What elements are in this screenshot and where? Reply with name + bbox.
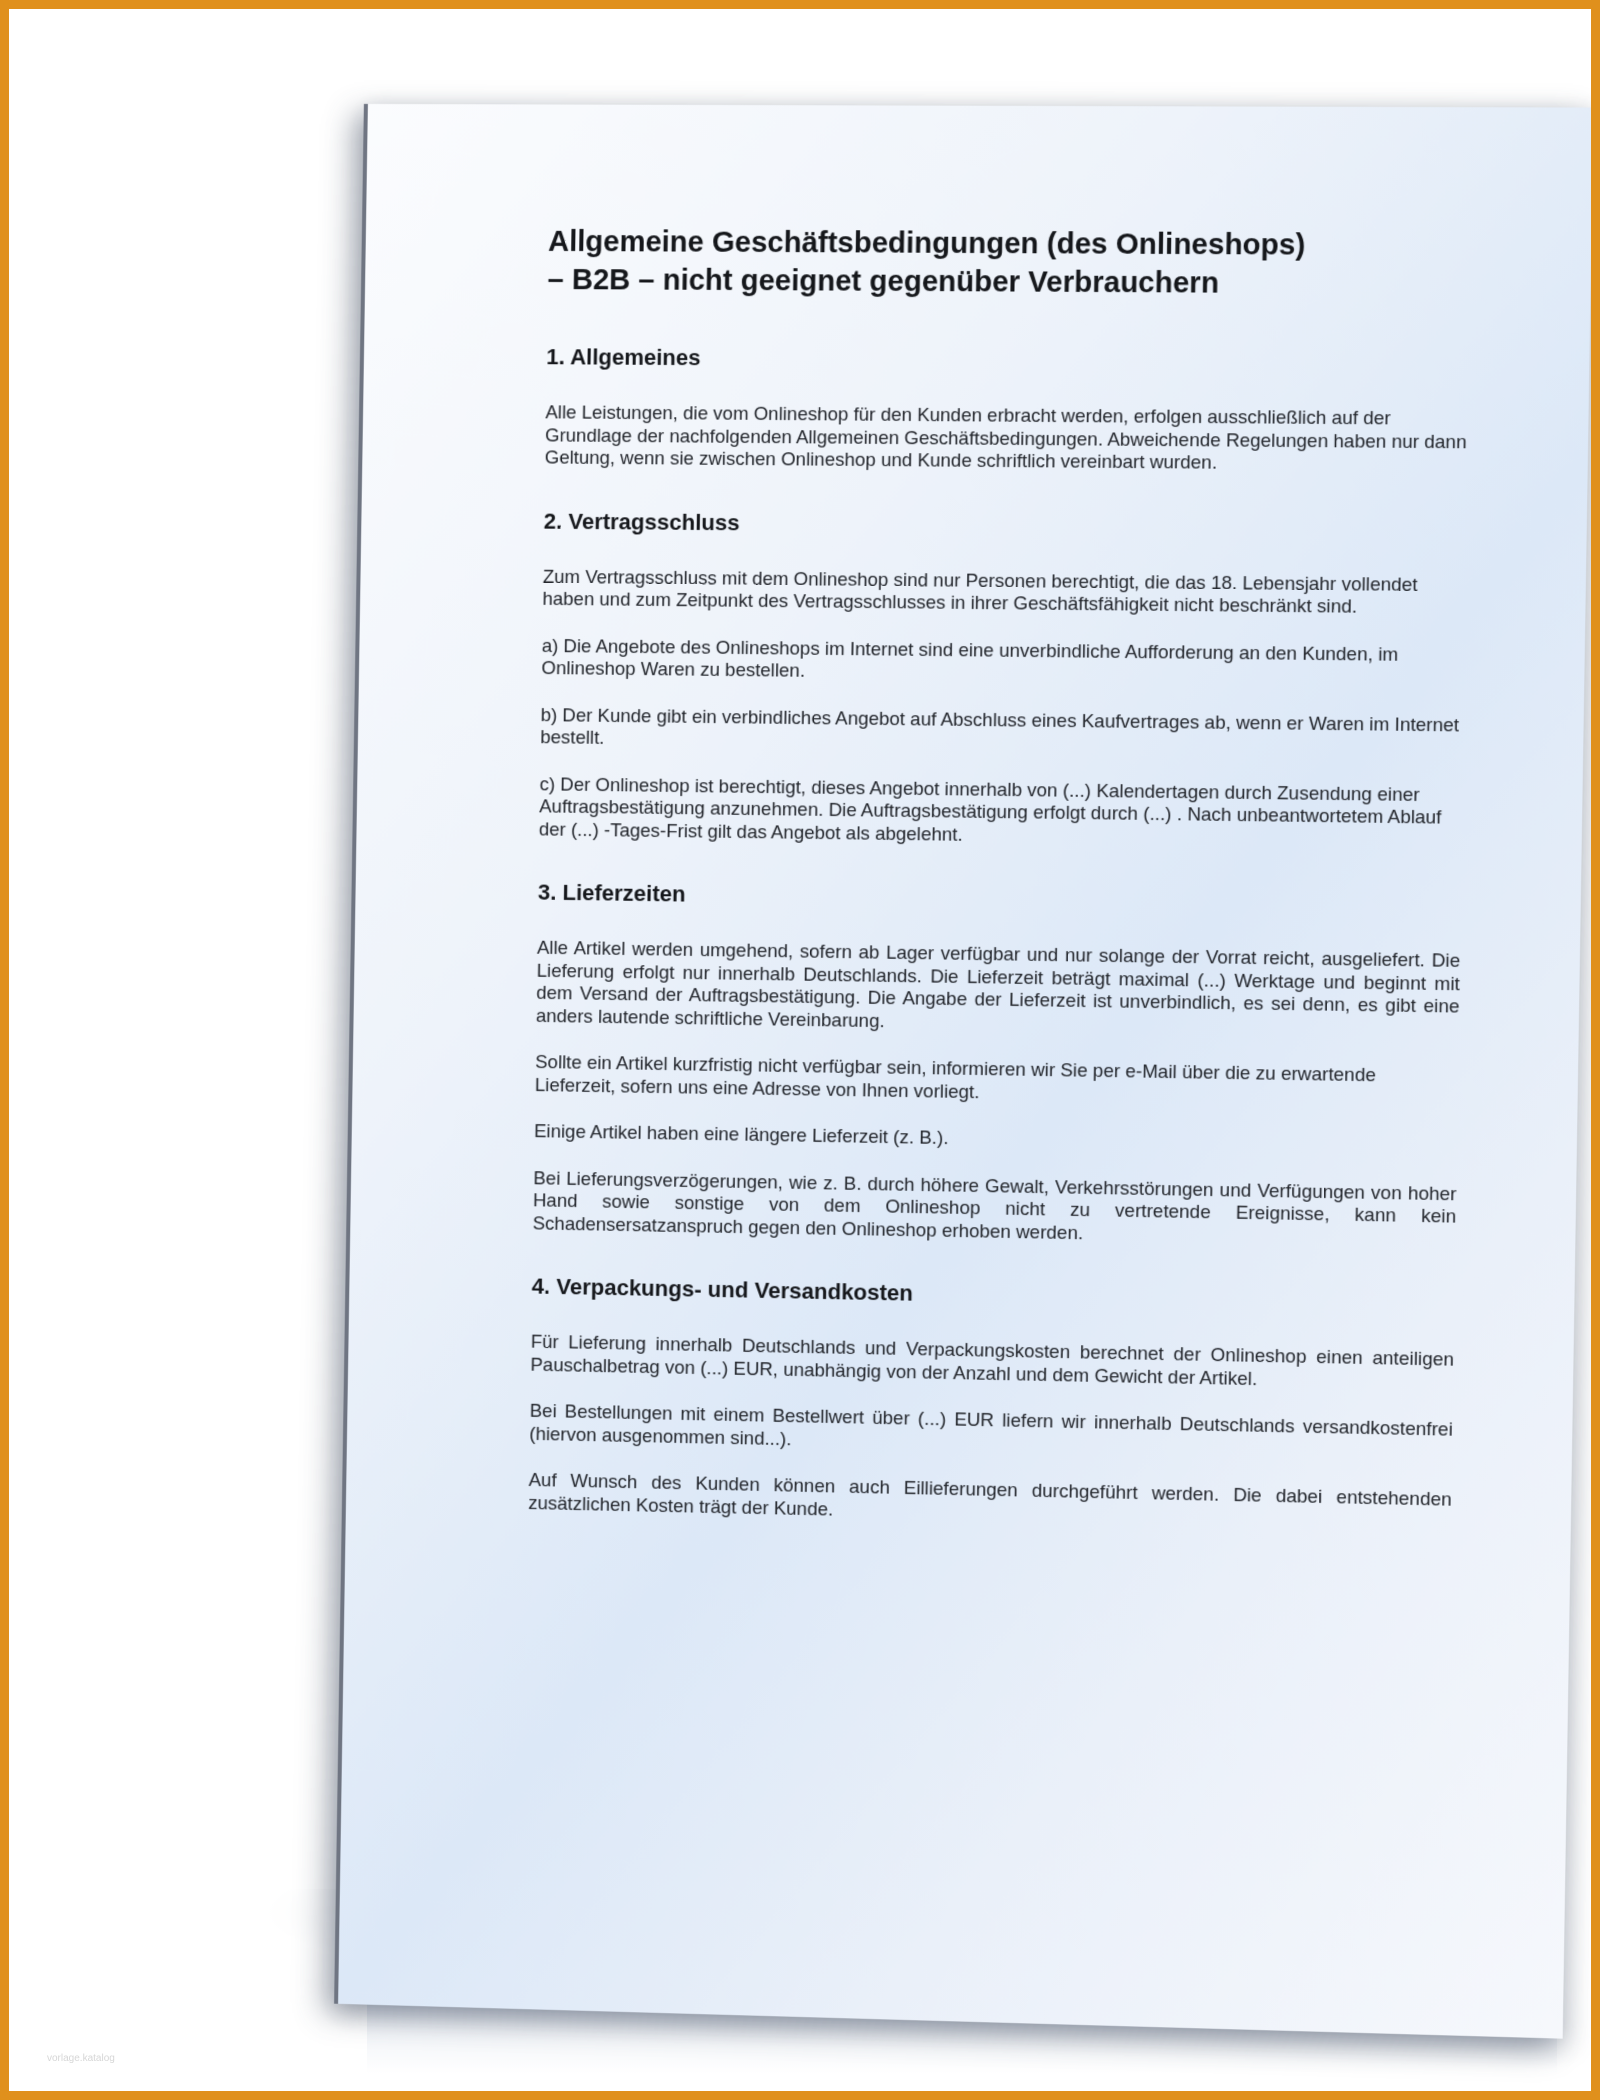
document-title-line-2: – B2B – nicht geeignet gegenüber Verbrauchern [547,263,1220,300]
section-paragraph: Für Lieferung innerhalb Deutschlands und Verpackungskosten berechnet der Onlineshop einen anteiligen Pauschalbetrag von (...) EUR, unabhängig von der Anzahl und dem Gewicht der Artikel. [530,1330,1455,1389]
document-title [547,223,1472,304]
watermark-text: vorlage.katalog [47,2053,115,2064]
section-vertragsschluss [539,507,1468,852]
document-title-line-1: Allgemeine Geschäftsbedingungen (des Onlineshops) [547,225,1306,262]
document-page [334,104,1593,2039]
section-paragraph: c) Der Onlineshop ist berechtigt, dieses Angebot innerhalb von (...) Kalendertagen durch Zusendung einer Auftragsbestätigung anzunehmen. Die Auftragsbestätigung erfolgt durch (...) . Nach unbeantwortetem Ablauf der (...) -Tages-Frist gilt das Angebot als abgelehnt. [538,772,1442,845]
section-paragraph: Alle Leistungen, die vom Onlineshop für den Kunden erbracht werden, erfolgen ausschließlich auf der Grundlage der nachfolgenden Allgemeinen Geschäftsbedingungen. Abweichende Regelungen haben nur dann Geltung, wenn sie zwischen Onlineshop und Kunde schriftlich vereinbart wurden. [544,401,1467,473]
document-page-wrapper [334,104,1593,2039]
section-paragraph: a) Die Angebote des Onlineshops im Internet sind eine unverbindliche Aufforderung an den Kunden, im Onlineshop Waren zu bestellen. [541,634,1399,681]
document-content [528,223,1472,1573]
section-paragraph: Sollte ein Artikel kurzfristig nicht verfügbar sein, informieren wir Sie per e-Mail über die zu erwartende Lieferzeit, sofern uns eine Adresse von Ihnen vorliegt. [534,1050,1377,1102]
section-heading: 2. Vertragsschluss [543,508,740,535]
section-paragraph: Einige Artikel haben eine längere Lieferzeit (z. B.). [534,1120,949,1149]
section-heading: 3. Lieferzeiten [537,879,686,907]
section-paragraph: Bei Bestellungen mit einem Bestellwert über (...) EUR liefern wir innerhalb Deutschlands versandkostenfrei (hiervon ausgenommen sind...). [529,1399,1453,1449]
section-paragraph: Alle Artikel werden umgehend, sofern ab Lager verfügbar und nur solange der Vorrat reicht, ausgeliefert. Die Lieferung erfolgt nur innerhalb Deutschlands. Die Lieferzeit beträgt maximal (...) Werktage und beginnt mit dem Versand der Auftragsbestätigung. Die Angabe der Lieferzeit ist unverbindlich, es sei denn, es gibt eine anders lautende schriftliche Vereinbarung. [535,936,1461,1031]
section-paragraph: Bei Lieferungsverzögerungen, wie z. B. durch höhere Gewalt, Verkehrsstörungen und Verfügungen von hoher Hand sowie sonstige von dem Onlineshop nicht zu vertretende Ereignisse, kann kein Schadensersatzanspruch gegen den Onlineshop erhoben werden. [532,1166,1457,1243]
section-paragraph: Auf Wunsch des Kunden können auch Eillieferungen durchgeführt werden. Die dabei entstehenden zusätzlichen Kosten trägt der Kunde. [528,1468,1452,1520]
section-heading: 1. Allgemeines [546,344,701,371]
section-versandkosten [528,1272,1455,1534]
section-allgemeines [545,343,1470,476]
section-paragraph: b) Der Kunde gibt ein verbindliches Angebot auf Abschluss eines Kaufvertrages ab, wenn er Waren im Internet bestellt. [540,703,1460,748]
section-paragraph: Zum Vertragsschluss mit dem Onlineshop sind nur Personen berechtigt, die das 18. Lebensjahr vollendet haben und zum Zeitpunkt des Vertragsschlusses in ihrer Geschäftsfähigkeit nicht beschränkt sind. [542,565,1418,617]
section-heading: 4. Verpackungs- und Versandkosten [531,1273,914,1306]
section-lieferzeiten [533,878,1462,1251]
